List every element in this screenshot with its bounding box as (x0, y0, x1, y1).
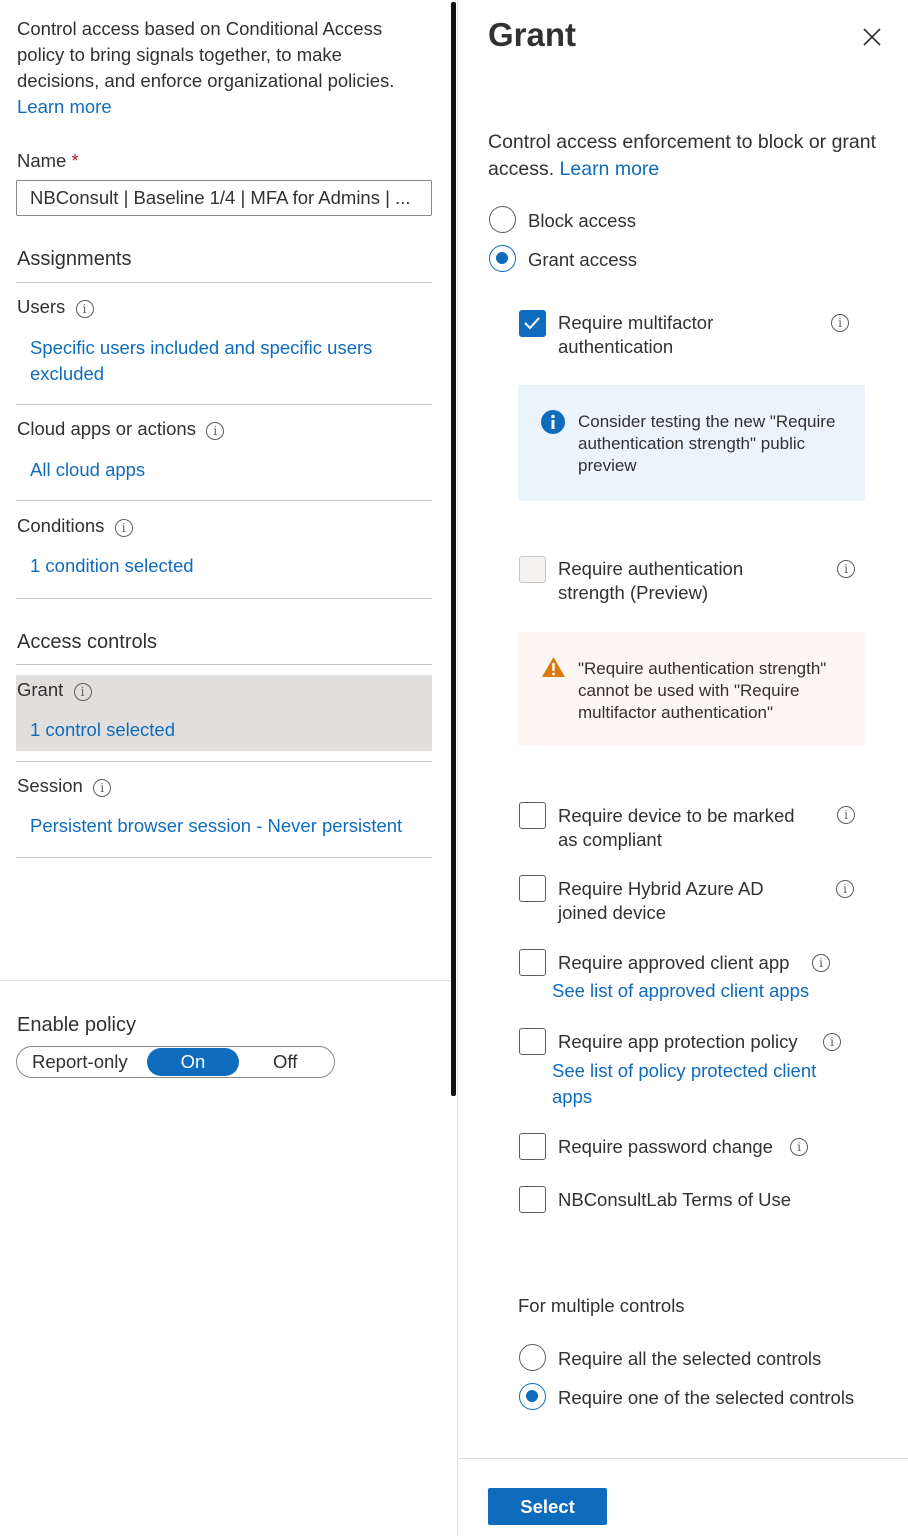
session-label-text: Session (17, 775, 83, 796)
info-icon[interactable]: i (93, 779, 111, 797)
conditions-label-text: Conditions (17, 515, 105, 536)
require-one-label[interactable]: Require one of the selected controls (558, 1387, 855, 1408)
hybrid-label[interactable]: Require Hybrid Azure AD joined device (558, 878, 764, 923)
info-icon[interactable]: i (837, 560, 855, 578)
compliant-checkbox[interactable] (519, 802, 546, 829)
footer-divider (0, 980, 452, 981)
name-label (17, 150, 79, 172)
toggle-on[interactable]: On (147, 1048, 239, 1076)
enable-policy-label: Enable policy (17, 1014, 136, 1036)
mfa-label[interactable]: Require multifactor authentication (558, 312, 714, 357)
require-one-radio[interactable] (519, 1383, 546, 1410)
access-controls-heading: Access controls (17, 631, 158, 653)
info-icon[interactable]: i (812, 954, 830, 972)
auth-strength-label[interactable]: Require authentication strength (Preview) (558, 558, 744, 603)
users-label-text: Users (17, 296, 66, 317)
divider (16, 761, 432, 762)
footer-divider (458, 1458, 908, 1459)
required-mark: * (71, 150, 79, 171)
grant-label-text: Grant (17, 679, 64, 700)
info-icon[interactable]: i (76, 300, 94, 318)
app-protection-label[interactable]: Require app protection policy (558, 1031, 798, 1052)
divider (16, 598, 432, 599)
hybrid-checkbox[interactable] (519, 875, 546, 902)
cloud-apps-label-text: Cloud apps or actions (17, 418, 196, 439)
grant-title: Grant (488, 16, 577, 53)
grant-link[interactable]: 1 control selected (30, 719, 176, 740)
session-label (17, 775, 111, 797)
users-label (17, 296, 94, 318)
info-icon[interactable]: i (74, 683, 92, 701)
grant-label (17, 679, 92, 701)
approved-app-checkbox[interactable] (519, 949, 546, 976)
warning-banner (518, 632, 865, 746)
info-icon[interactable]: i (837, 806, 855, 824)
divider (16, 500, 432, 501)
panel-border (457, 0, 458, 1536)
toggle-off[interactable]: Off (273, 1051, 298, 1072)
block-access-radio[interactable] (489, 206, 516, 233)
divider (16, 282, 432, 283)
grant-learn-more-link[interactable]: Learn more (559, 158, 660, 180)
cloud-apps-label (17, 418, 224, 440)
approved-apps-link[interactable]: See list of approved client apps (552, 980, 810, 1001)
password-change-label[interactable]: Require password change (558, 1136, 773, 1157)
approved-app-label[interactable]: Require approved client app (558, 952, 790, 973)
warning-icon (541, 656, 566, 678)
multiple-controls-label: For multiple controls (518, 1295, 685, 1316)
require-all-radio[interactable] (519, 1344, 546, 1371)
conditions-link[interactable]: 1 condition selected (30, 555, 194, 576)
users-link[interactable]: Specific users included and specific users excluded (30, 337, 373, 384)
toggle-report-only[interactable]: Report-only (32, 1051, 128, 1072)
grant-description (488, 129, 878, 183)
grant-access-radio[interactable] (489, 245, 516, 272)
require-all-label[interactable]: Require all the selected controls (558, 1348, 822, 1369)
close-icon[interactable] (861, 26, 883, 48)
info-icon[interactable]: i (790, 1138, 808, 1156)
intro-text (17, 16, 427, 120)
panel-resize-handle[interactable] (451, 2, 456, 1096)
terms-of-use-checkbox[interactable] (519, 1186, 546, 1213)
name-label-text: Name (17, 150, 67, 171)
terms-of-use-label[interactable]: NBConsultLab Terms of Use (558, 1189, 792, 1210)
intro-description: Control access based on Conditional Access policy to bring signals together, to make decisions, and enforce organizational policies. (17, 18, 395, 91)
checkmark-icon (520, 311, 544, 335)
info-icon[interactable]: i (823, 1033, 841, 1051)
grant-description-text: Control access enforcement to block or grant access. (488, 131, 877, 180)
info-filled-icon (541, 410, 565, 434)
divider (16, 404, 432, 405)
enable-policy-toggle[interactable] (16, 1046, 335, 1078)
password-change-checkbox[interactable] (519, 1133, 546, 1160)
compliant-label[interactable]: Require device to be marked as compliant (558, 805, 795, 850)
info-banner-text: Consider testing the new "Require authentication strength" public preview (578, 412, 836, 475)
app-protection-checkbox[interactable] (519, 1028, 546, 1055)
conditions-label (17, 515, 133, 537)
learn-more-link[interactable]: Learn more (17, 96, 112, 117)
grant-access-label[interactable]: Grant access (528, 249, 637, 270)
cloud-apps-link[interactable]: All cloud apps (30, 459, 146, 480)
divider (16, 664, 432, 665)
protected-apps-link[interactable]: See list of policy protected client apps (552, 1060, 817, 1107)
assignments-heading: Assignments (17, 248, 132, 270)
warning-banner-text: "Require authentication strength" cannot be used with "Require multifactor authentication" (578, 659, 827, 722)
divider (16, 857, 432, 858)
auth-strength-checkbox[interactable] (519, 556, 546, 583)
name-input[interactable]: NBConsult | Baseline 1/4 | MFA for Admins | ... (16, 180, 432, 216)
info-icon[interactable]: i (836, 880, 854, 898)
info-banner (518, 385, 865, 501)
block-access-label[interactable]: Block access (528, 210, 636, 231)
session-link[interactable]: Persistent browser session - Never persistent (30, 815, 403, 836)
info-icon[interactable]: i (206, 422, 224, 440)
info-icon[interactable]: i (115, 519, 133, 537)
info-icon[interactable]: i (831, 314, 849, 332)
select-button[interactable]: Select (488, 1488, 607, 1525)
mfa-checkbox[interactable] (519, 310, 546, 337)
